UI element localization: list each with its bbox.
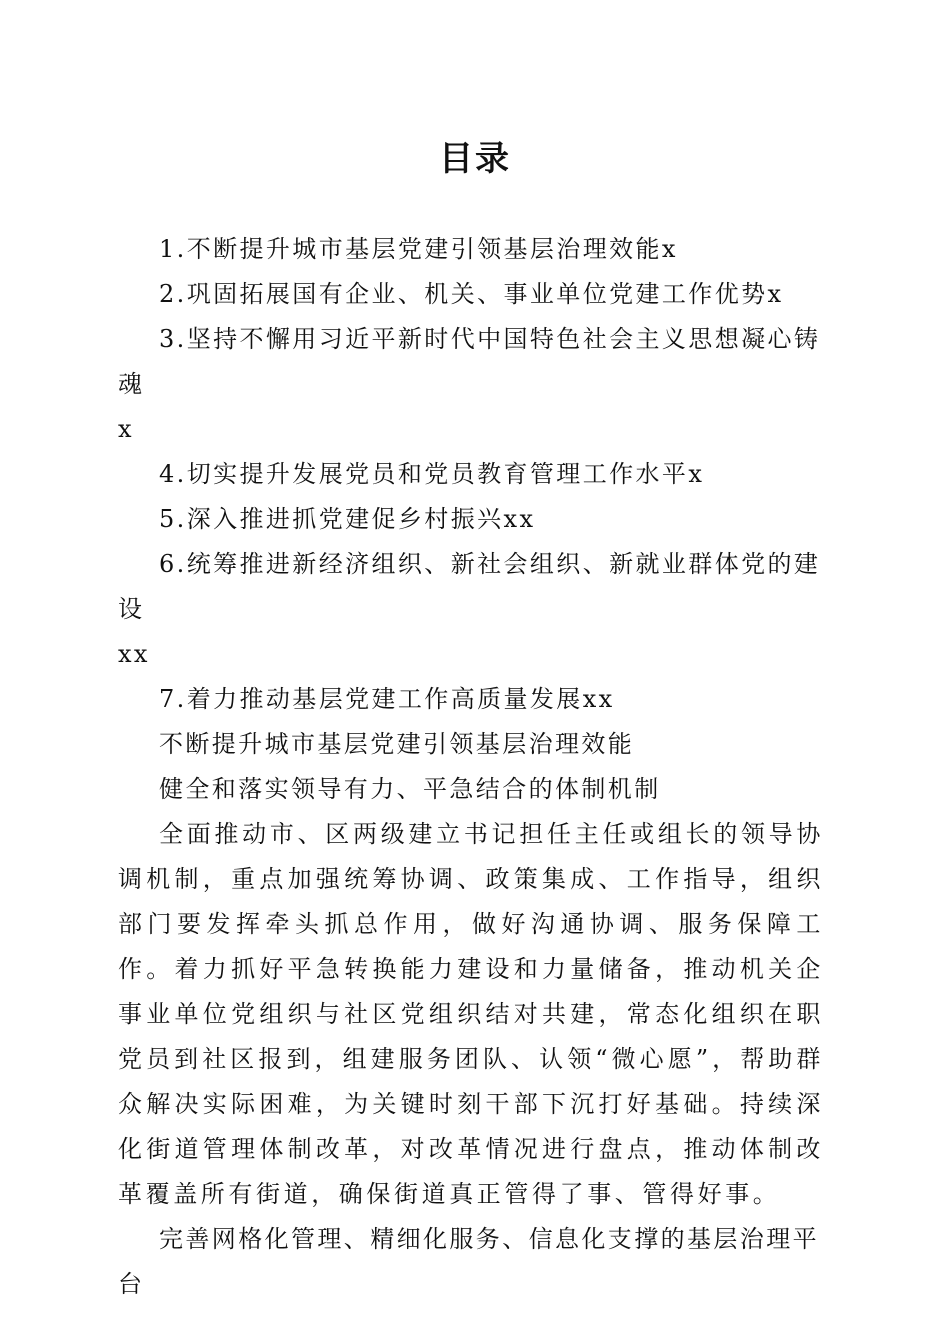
toc-entry-page: x [661,235,678,263]
toc-entry-page: x [118,415,134,443]
table-of-contents [118,227,824,722]
toc-entry-number: 7. [159,685,187,713]
toc-entry-page: xx [503,505,536,533]
toc-entry[interactable] [118,227,824,272]
toc-entry-number: 2. [159,280,187,308]
toc-entry-number: 1. [159,235,187,263]
page-title: 目录 [439,139,511,179]
toc-entry-page: xx [582,685,615,713]
toc-entry-text: 不断提升城市基层党建引领基层治理效能 [186,235,662,263]
toc-entry-text: 坚持不懈用习近平新时代中国特色社会主义思想凝心铸魂 [118,325,821,398]
toc-entry[interactable] [118,272,824,317]
toc-entry-number: 6. [159,550,187,578]
subsection-heading: 健全和落实领导有力、平急结合的体制机制 [159,775,661,803]
toc-entry-page: x [767,280,784,308]
toc-entry[interactable] [118,317,824,452]
toc-entry[interactable] [118,542,824,677]
body-paragraph: 完善网格化管理、精细化服务、信息化支撑的基层治理平台 [118,1225,819,1298]
toc-entry-text: 巩固拓展国有企业、机关、事业单位党建工作优势 [186,280,768,308]
body-paragraph: 全面推动市、区两级建立书记担任主任或组长的领导协调机制，重点加强统筹协调、政策集成、工作指导，组织部门要发挥牵头抓总作用，做好沟通协调、服务保障工作。着力抓好平急转换能力建设和力量储备，推动机关企事业单位党组织与社区党组织结对共建，常态化组织在职党员到社区报到，组建服务团队、认领“微心愿”，帮助群众解决实际困难，为关键时刻干部下沉打好基础。持续深化街道管理体制改革，对改革情况进行盘点，推动体制改革覆盖所有街道，确保街道真正管得了事、管得好事。 [118,820,824,1208]
toc-entry-text: 统筹推进新经济组织、新社会组织、新就业群体党的建设 [118,550,821,623]
toc-entry-number: 5. [159,505,187,533]
document-body [118,227,824,1307]
toc-entry-page: xx [118,640,150,668]
toc-entry-page: x [688,460,705,488]
toc-entry[interactable] [118,452,824,497]
section-heading: 不断提升城市基层党建引领基层治理效能 [159,730,635,758]
toc-entry-text: 切实提升发展党员和党员教育管理工作水平 [186,460,689,488]
toc-entry-number: 3. [159,325,187,353]
toc-entry-text: 着力推动基层党建工作高质量发展 [186,685,583,713]
toc-entry[interactable] [118,677,824,722]
toc-entry-text: 深入推进抓党建促乡村振兴 [186,505,504,533]
toc-entry-number: 4. [159,460,187,488]
toc-entry[interactable] [118,497,824,542]
